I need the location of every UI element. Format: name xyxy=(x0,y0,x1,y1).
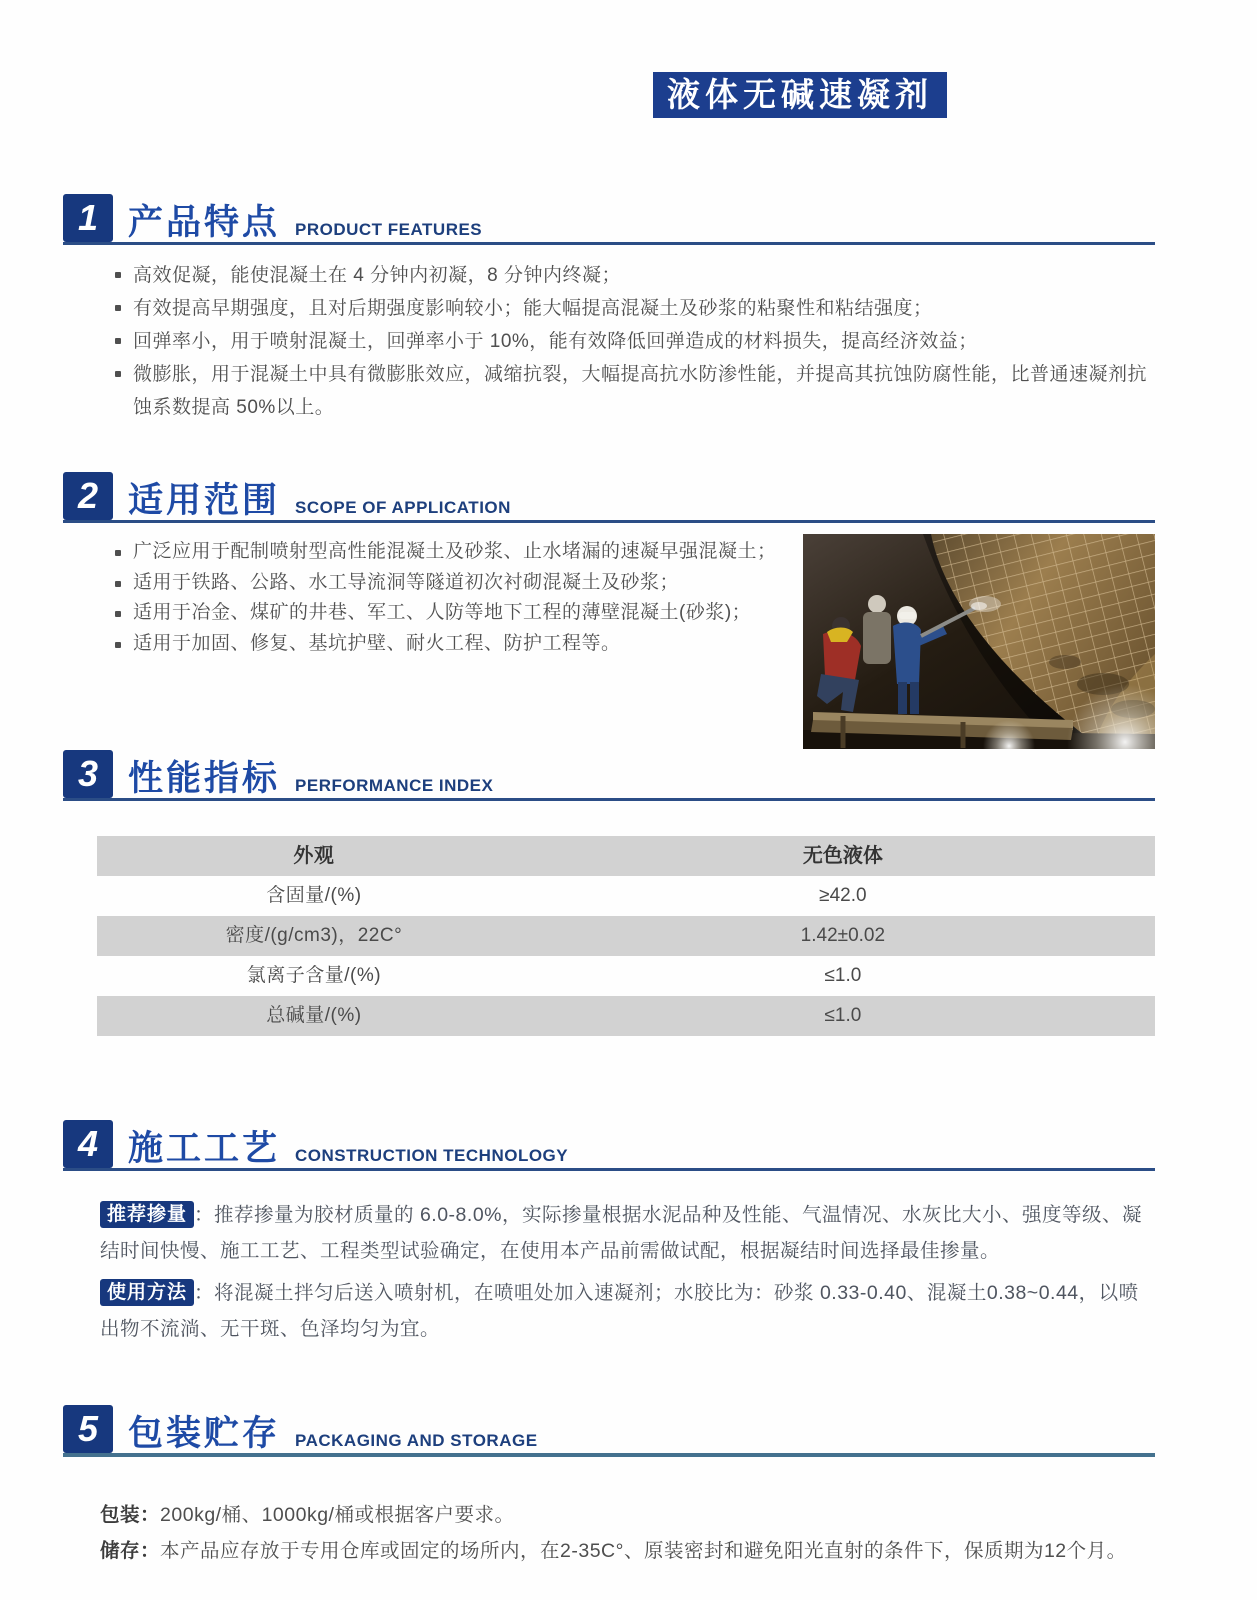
section-title-en: SCOPE OF APPLICATION xyxy=(295,498,511,517)
table-cell-value: ≤1.0 xyxy=(824,965,862,986)
label-colon: ： xyxy=(194,1204,215,1226)
table-cell-label: 含固量/(%) xyxy=(266,885,362,906)
table-cell-label: 氯离子含量/(%) xyxy=(246,965,382,986)
section-scope-of-application xyxy=(63,474,1155,749)
section-2-header xyxy=(63,474,1155,523)
table-row xyxy=(97,876,1155,916)
page-title: 液体无碱速凝剂 xyxy=(653,72,947,118)
table-row xyxy=(97,836,1155,876)
table-cell-value: ≥42.0 xyxy=(819,885,867,906)
table-cell-label: 总碱量/(%) xyxy=(266,1005,362,1026)
list-item: 回弹率小，用于喷射混凝土，回弹率小于 10%，能有效降低回弹造成的材料损失，提高经济效益； xyxy=(115,325,1155,358)
line-label: 包装 xyxy=(100,1504,141,1526)
section-performance-index xyxy=(63,752,1155,1036)
label-colon: ： xyxy=(194,1282,215,1304)
scope-list xyxy=(63,523,803,659)
section-3-header xyxy=(63,752,1155,801)
label-colon: ： xyxy=(140,1504,161,1526)
section-title-en: CONSTRUCTION TECHNOLOGY xyxy=(295,1146,569,1165)
section-packaging-storage xyxy=(63,1408,1155,1569)
table-cell-value: ≤1.0 xyxy=(824,1005,862,1026)
paragraph-text: 推荐掺量为胶材质量的 6.0-8.0%，实际掺量根据水泥品种及性能、气温情况、水灰比大小、强度等级、凝结时间快慢、施工工艺、工程类型试验确定，在使用本产品前需做试配，根据凝结时间选择最佳掺量。 xyxy=(100,1204,1142,1262)
scope-body xyxy=(63,523,1155,749)
line-label: 储存 xyxy=(100,1540,141,1562)
section-title-en: PACKAGING AND STORAGE xyxy=(295,1431,538,1450)
line-storage xyxy=(100,1533,1155,1569)
table-row xyxy=(97,916,1155,956)
section-5-header xyxy=(63,1408,1155,1457)
section-number-badge: 2 xyxy=(63,472,113,520)
section-number-badge: 3 xyxy=(63,750,113,798)
section-number-badge: 5 xyxy=(63,1405,113,1453)
section-product-features xyxy=(63,196,1155,424)
table-cell-label: 密度/(g/cm3)，22C° xyxy=(225,925,403,946)
section-4-header xyxy=(63,1122,1155,1171)
paragraph-recommended-dosage xyxy=(100,1197,1155,1269)
section-title-zh: 适用范围 xyxy=(128,481,281,520)
section-title-en: PRODUCT FEATURES xyxy=(295,220,483,239)
section-construction-technology xyxy=(63,1122,1155,1353)
inline-label-badge: 推荐掺量 xyxy=(100,1201,194,1228)
list-item: 有效提高早期强度，且对后期强度影响较小；能大幅提高混凝土及砂浆的粘聚性和粘结强度； xyxy=(115,292,1155,325)
section-number-badge: 1 xyxy=(63,194,113,242)
section-title-en: PERFORMANCE INDEX xyxy=(295,776,494,795)
list-item: 适用于铁路、公路、水工导流洞等隧道初次衬砌混凝土及砂浆； xyxy=(115,568,803,599)
packaging-body xyxy=(63,1457,1155,1569)
table-cell-label: 外观 xyxy=(293,845,335,867)
section-number-badge: 4 xyxy=(63,1120,113,1168)
section-title-zh: 产品特点 xyxy=(128,203,281,242)
section-1-header xyxy=(63,196,1155,245)
line-text: 本产品应存放于专用仓库或固定的场所内，在2-35C°、原装密封和避免阳光直射的条件下，保质期为12个月。 xyxy=(160,1540,1127,1562)
label-colon: ： xyxy=(140,1540,161,1562)
list-item: 微膨胀，用于混凝土中具有微膨胀效应，减缩抗裂，大幅提高抗水防渗性能，并提高其抗蚀防腐性能，比普通速凝剂抗蚀系数提高 50%以上。 xyxy=(115,358,1155,424)
line-packaging xyxy=(100,1497,1155,1533)
list-item: 广泛应用于配制喷射型高性能混凝土及砂浆、止水堵漏的速凝早强混凝土； xyxy=(115,537,803,568)
list-item: 适用于冶金、煤矿的井巷、军工、人防等地下工程的薄壁混凝土(砂浆)； xyxy=(115,598,803,629)
tunnel-construction-photo xyxy=(803,534,1155,749)
list-item: 高效促凝，能使混凝土在 4 分钟内初凝，8 分钟内终凝； xyxy=(115,259,1155,292)
performance-table xyxy=(97,836,1155,1036)
table-cell-value: 无色液体 xyxy=(802,845,883,867)
table-row xyxy=(97,996,1155,1036)
paragraph-usage-method xyxy=(100,1275,1155,1347)
section-title-zh: 施工工艺 xyxy=(128,1129,281,1168)
construction-body xyxy=(63,1171,1155,1347)
list-item: 适用于加固、修复、基坑护壁、耐火工程、防护工程等。 xyxy=(115,629,803,660)
inline-label-badge: 使用方法 xyxy=(100,1279,194,1306)
section-title-zh: 性能指标 xyxy=(128,759,281,798)
line-text: 200kg/桶、1000kg/桶或根据客户要求。 xyxy=(160,1504,515,1526)
table-cell-value: 1.42±0.02 xyxy=(800,925,886,946)
section-title-zh: 包装贮存 xyxy=(128,1414,281,1453)
table-row xyxy=(97,956,1155,996)
paragraph-text: 将混凝土拌匀后送入喷射机，在喷咀处加入速凝剂；水胶比为：砂浆 0.33-0.40、混凝土0.38~0.44，以喷出物不流淌、无干斑、色泽均匀为宜。 xyxy=(100,1282,1139,1340)
product-features-list xyxy=(63,245,1155,424)
